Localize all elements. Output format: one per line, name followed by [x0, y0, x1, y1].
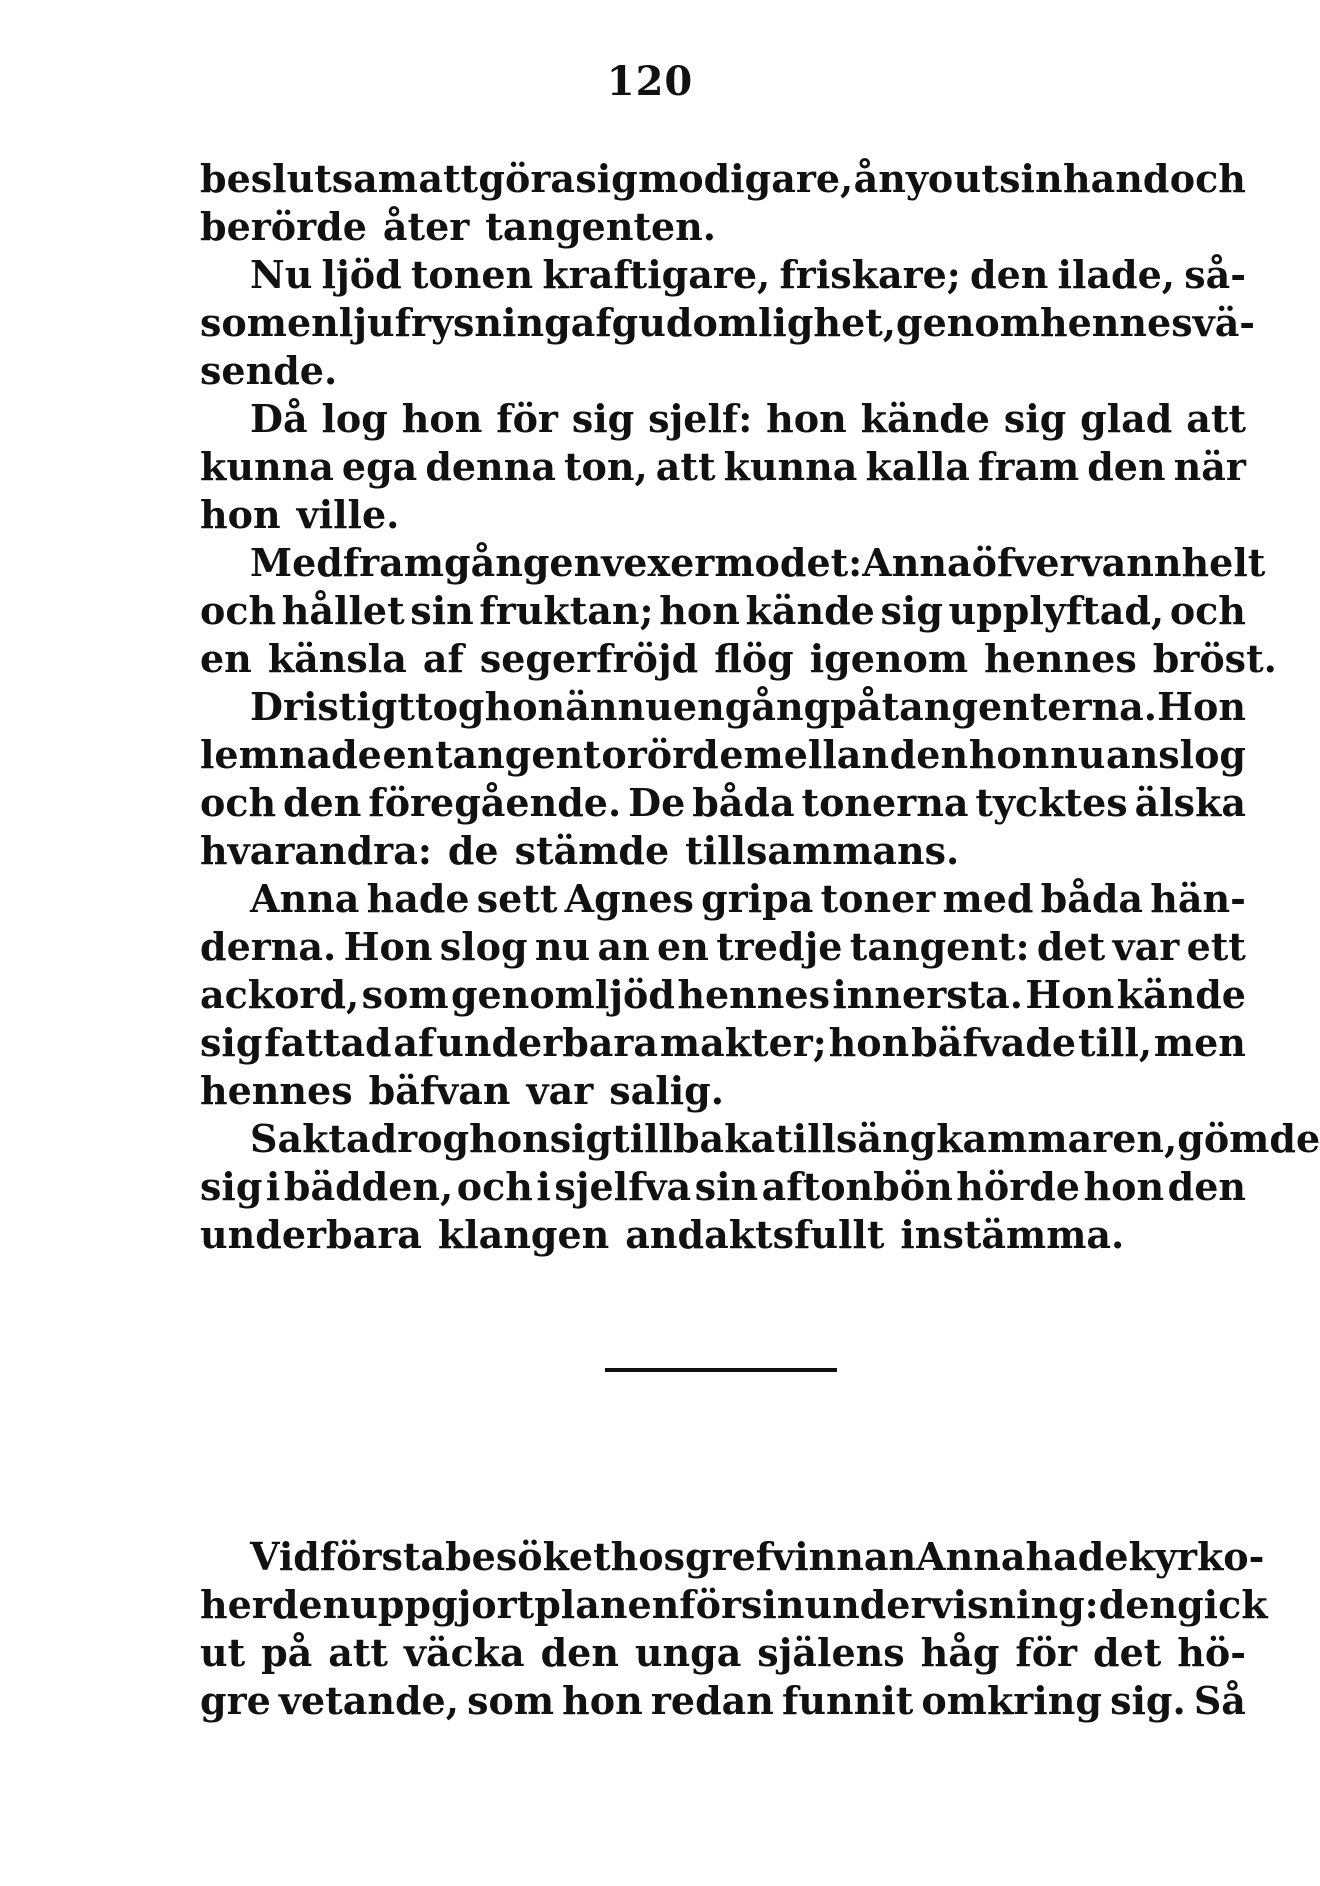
word: sin: [694, 1164, 759, 1209]
word: tonen: [410, 252, 534, 297]
word: bäfvade: [911, 1020, 1077, 1065]
word: kände: [1116, 972, 1246, 1017]
word: kunna: [723, 444, 858, 489]
word: i: [265, 1164, 281, 1209]
word: själens: [757, 1630, 905, 1675]
word: lemnade: [200, 732, 382, 777]
word: kände: [745, 588, 875, 633]
word: tangenten.: [485, 204, 717, 249]
word: emellan: [719, 732, 890, 777]
text-line: [200, 155, 1246, 203]
word: planen: [534, 1582, 680, 1627]
word: stämde: [514, 828, 670, 873]
word: känsla: [267, 636, 407, 681]
word: Hon: [1025, 972, 1115, 1017]
word: hän-: [1150, 876, 1246, 921]
word: den: [1098, 1582, 1178, 1627]
word: fattad: [264, 1020, 392, 1065]
word: sjelf:: [648, 396, 753, 441]
word: ton,: [563, 444, 648, 489]
word: segerfröjd: [479, 636, 699, 681]
word: tonerna: [801, 780, 969, 825]
word: tycktes: [975, 780, 1128, 825]
word: berörde: [200, 204, 367, 249]
text-line: [200, 203, 1246, 251]
word: helt: [1181, 540, 1266, 585]
word: att: [655, 444, 716, 489]
word: hennes: [200, 1068, 353, 1113]
word: De: [628, 780, 686, 825]
word: var: [1112, 924, 1180, 969]
word: tredje: [716, 924, 843, 969]
text-line: [200, 251, 1246, 299]
word: unga: [634, 1630, 742, 1675]
word: en: [382, 732, 435, 777]
word: anslog: [1106, 732, 1246, 777]
word: öfvervann: [971, 540, 1182, 585]
word: genomljöd: [450, 972, 675, 1017]
word: ljuf: [338, 300, 411, 345]
word: Hon: [1157, 684, 1246, 729]
word: af: [422, 636, 464, 681]
word: att: [418, 156, 479, 201]
word: den: [889, 732, 969, 777]
word: sjelfva: [554, 1164, 692, 1209]
text-line: [200, 299, 1256, 347]
text-line: [200, 1533, 1265, 1581]
text-line: [200, 923, 1246, 971]
word: hon: [1083, 1164, 1165, 1209]
word: sig: [571, 396, 635, 441]
word: bäfvan: [368, 1068, 511, 1113]
word: hö-: [1177, 1630, 1246, 1675]
word: vexer: [601, 540, 715, 585]
word: sig: [575, 156, 638, 201]
word: hon: [766, 396, 847, 441]
word: besöket: [445, 1534, 611, 1579]
word: hos: [610, 1534, 686, 1579]
word: hon: [968, 732, 1050, 777]
text-line: [200, 1629, 1246, 1677]
word: vä-: [1192, 300, 1256, 345]
word: flög: [714, 636, 794, 681]
word: sig: [200, 1164, 263, 1209]
word: när: [1173, 444, 1246, 489]
word: var: [526, 1068, 594, 1113]
text-line: [200, 827, 1246, 875]
word: en: [657, 924, 709, 969]
word: som: [361, 972, 449, 1017]
word: föregående.: [368, 780, 622, 825]
word: genom: [896, 300, 1040, 345]
word: redan: [650, 1678, 774, 1723]
word: att: [1186, 396, 1246, 441]
word: den: [283, 780, 362, 825]
word: Nu: [250, 252, 313, 297]
word: kyrko-: [1128, 1534, 1265, 1579]
word: hon: [562, 1678, 643, 1723]
word: salig.: [609, 1068, 724, 1113]
word: och: [200, 588, 277, 633]
text-line: [200, 1163, 1246, 1211]
text-line: [200, 1019, 1246, 1067]
word: sängkammaren,: [835, 1116, 1178, 1161]
word: gömde: [1177, 1116, 1320, 1161]
word: denna: [425, 444, 556, 489]
word: sig.: [1110, 1678, 1186, 1723]
word: toner: [820, 876, 936, 921]
word: första: [319, 1534, 446, 1579]
word: för: [1015, 1630, 1078, 1675]
word: ljöd: [321, 252, 402, 297]
word: den: [1087, 444, 1166, 489]
text-section-lower: [200, 1533, 1268, 1725]
word: det: [1093, 1630, 1162, 1675]
word: hon: [828, 1020, 910, 1065]
word: aftonbön: [761, 1164, 953, 1209]
word: hvarandra:: [200, 828, 432, 873]
section-divider: [605, 1368, 837, 1372]
word: bädden,: [283, 1164, 454, 1209]
word: vetande,: [278, 1678, 459, 1723]
word: rysning: [410, 300, 571, 345]
text-line: [200, 443, 1246, 491]
word: hörde: [956, 1164, 1080, 1209]
word: till: [775, 1116, 836, 1161]
text-section-upper: [200, 155, 1320, 1259]
text-line: [200, 1677, 1246, 1725]
word: hennes: [677, 972, 830, 1017]
word: modet:: [714, 540, 863, 585]
word: hon: [200, 492, 281, 537]
word: Så: [1193, 1678, 1246, 1723]
word: an: [597, 924, 650, 969]
word: nu: [1050, 732, 1106, 777]
word: för: [496, 396, 558, 441]
word: sig: [1003, 396, 1067, 441]
word: klangen: [437, 1212, 610, 1257]
word: andaktsfullt: [625, 1212, 885, 1257]
word: Hon: [343, 924, 433, 969]
word: igenom: [809, 636, 969, 681]
word: åter: [382, 204, 470, 249]
word: Vid: [250, 1534, 320, 1579]
word: upplyftad,: [948, 588, 1165, 633]
word: på: [261, 1630, 313, 1675]
word: det: [1036, 924, 1106, 969]
word: log: [321, 396, 388, 441]
word: Sakta: [250, 1116, 371, 1161]
word: som: [200, 300, 287, 345]
word: ega: [341, 444, 418, 489]
word: hon: [469, 1116, 550, 1161]
word: göra: [478, 156, 575, 201]
text-line: [200, 635, 1277, 683]
word: hennes: [1039, 300, 1193, 345]
word: uppgjort: [350, 1582, 535, 1627]
word: omkring: [921, 1678, 1102, 1723]
word: ilade,: [1057, 252, 1176, 297]
word: undervisning:: [804, 1582, 1099, 1627]
word: ut: [200, 1630, 246, 1675]
word: hon: [401, 396, 483, 441]
text-line: [200, 587, 1246, 635]
word: väcka: [403, 1630, 525, 1675]
text-line: [200, 491, 1246, 539]
word: älska: [1134, 780, 1246, 825]
word: kraftigare,: [542, 252, 771, 297]
word: modigare,: [638, 156, 854, 201]
word: ackord,: [200, 972, 360, 1017]
word: sende.: [200, 348, 338, 393]
word: hade: [366, 876, 470, 921]
word: ut: [953, 156, 999, 201]
text-line: [200, 971, 1246, 1019]
word: instämma.: [900, 1212, 1125, 1257]
word: den: [1167, 1164, 1246, 1209]
word: med: [942, 876, 1034, 921]
word: funnit: [782, 1678, 914, 1723]
word: sig: [200, 1020, 263, 1065]
word: sin: [999, 156, 1063, 201]
word: tangent:: [849, 924, 1030, 969]
word: slog: [439, 924, 528, 969]
word: makter;: [659, 1020, 827, 1065]
word: kände: [860, 396, 990, 441]
word: af: [570, 300, 612, 345]
word: på: [830, 684, 882, 729]
word: en: [672, 684, 725, 729]
word: Med: [250, 540, 343, 585]
word: tangent: [434, 732, 601, 777]
word: derna.: [200, 924, 337, 969]
word: hennes: [984, 636, 1137, 681]
word: en: [286, 300, 339, 345]
word: och: [1169, 588, 1246, 633]
word: till,: [1077, 1020, 1153, 1065]
word: att: [328, 1630, 388, 1675]
word: båda: [692, 780, 795, 825]
word: den: [970, 252, 1049, 297]
word: ännu: [565, 684, 673, 729]
word: orörd: [601, 732, 719, 777]
text-line: [200, 683, 1246, 731]
word: för: [679, 1582, 741, 1627]
text-line: [200, 395, 1246, 443]
word: så-: [1184, 252, 1246, 297]
word: tillsammans.: [685, 828, 960, 873]
word: en: [200, 636, 252, 681]
word: men: [1153, 1020, 1246, 1065]
word: hade: [1025, 1534, 1129, 1579]
word: Anna: [250, 876, 360, 921]
word: håg: [920, 1630, 1000, 1675]
word: hållet: [281, 588, 405, 633]
word: fram: [977, 444, 1080, 489]
word: gripa: [701, 876, 814, 921]
word: hand: [1062, 156, 1170, 201]
word: innersta.: [832, 972, 1024, 1017]
word: friskare;: [779, 252, 961, 297]
text-line: [200, 779, 1246, 827]
word: de: [447, 828, 499, 873]
word: framgången: [342, 540, 602, 585]
text-line: [200, 539, 1266, 587]
text-line: [200, 1211, 1246, 1259]
word: tillbaka: [612, 1116, 776, 1161]
word: sin: [410, 588, 474, 633]
word: grefvinnan: [685, 1534, 917, 1579]
word: fruktan;: [479, 588, 654, 633]
word: sig: [880, 588, 943, 633]
word: bröst.: [1152, 636, 1277, 681]
word: och: [1169, 156, 1246, 201]
word: drog: [370, 1116, 470, 1161]
word: Anna: [862, 540, 972, 585]
text-line: [200, 1581, 1268, 1629]
word: ånyo: [853, 156, 954, 201]
word: kalla: [865, 444, 970, 489]
word: som: [467, 1678, 555, 1723]
word: och: [200, 780, 277, 825]
word: ett: [1186, 924, 1246, 969]
word: och: [456, 1164, 533, 1209]
word: tangenterna.: [881, 684, 1157, 729]
text-line: [200, 1115, 1320, 1163]
word: underbara: [436, 1020, 659, 1065]
word: gudomlighet,: [611, 300, 897, 345]
word: gick: [1177, 1582, 1268, 1627]
word: hon: [659, 588, 740, 633]
word: i: [536, 1164, 551, 1209]
word: Dristigt: [250, 684, 415, 729]
word: båda: [1040, 876, 1144, 921]
text-line: [200, 1067, 1246, 1115]
word: herden: [200, 1582, 351, 1627]
word: gre: [200, 1678, 271, 1723]
word: den: [540, 1630, 619, 1675]
word: nu: [534, 924, 591, 969]
word: sig: [549, 1116, 613, 1161]
word: Anna: [916, 1534, 1026, 1579]
word: hon: [484, 684, 566, 729]
word: beslutsam: [200, 156, 418, 201]
text-line: [200, 347, 1246, 395]
word: ville.: [296, 492, 400, 537]
text-line: [200, 875, 1246, 923]
page-number: 120: [606, 58, 694, 105]
word: sin: [741, 1582, 805, 1627]
word: kunna: [200, 444, 334, 489]
word: glad: [1080, 396, 1173, 441]
word: gång: [724, 684, 831, 729]
word: tog: [415, 684, 485, 729]
word: af: [393, 1020, 435, 1065]
word: underbara: [200, 1212, 422, 1257]
word: Agnes: [564, 876, 694, 921]
word: sett: [476, 876, 558, 921]
text-line: [200, 731, 1246, 779]
word: Då: [250, 396, 308, 441]
